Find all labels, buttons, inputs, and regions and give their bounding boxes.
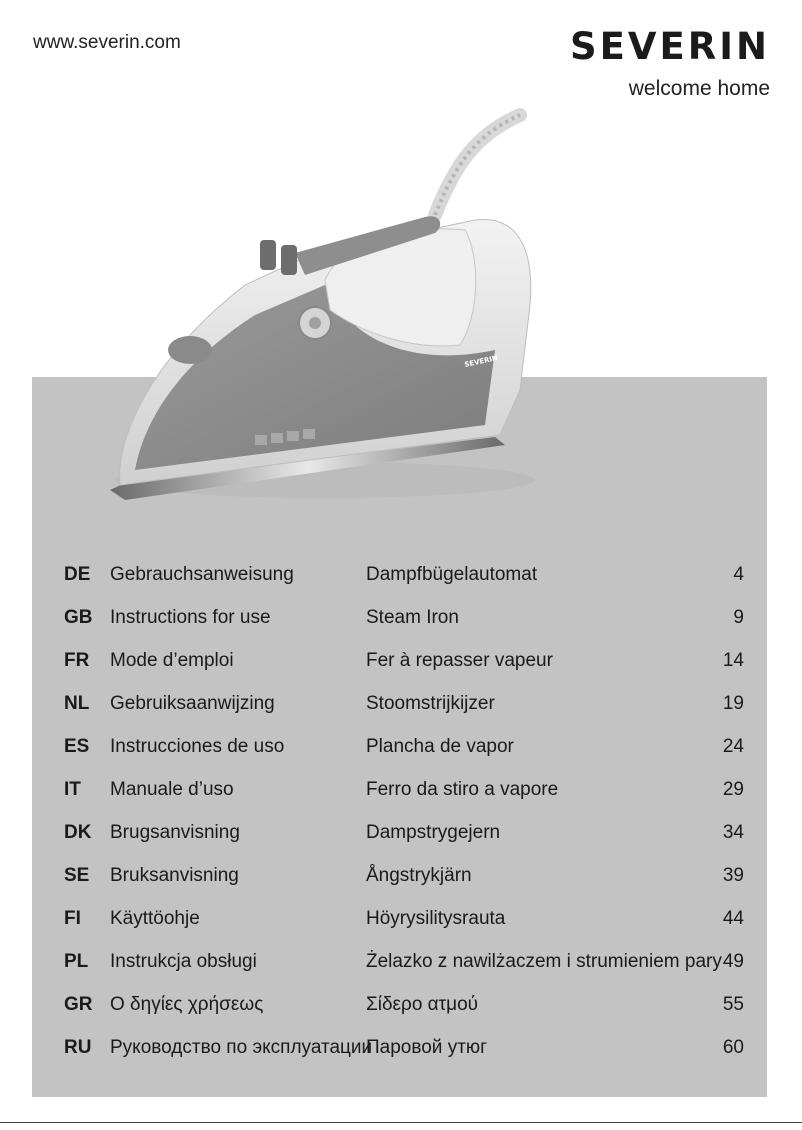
manual-title: Instrukcja obsługi (110, 951, 257, 972)
language-row-nl (64, 687, 744, 730)
page-number: 55 (722, 994, 744, 1015)
language-code: IT (64, 779, 81, 800)
language-row-dk (64, 816, 744, 859)
product-name: Stoomstrijkijzer (366, 693, 495, 714)
website-url: www.severin.com (33, 32, 181, 53)
product-name: Паровой утюг (366, 1037, 488, 1058)
language-row-se (64, 859, 744, 902)
manual-title: Gebrauchsanweisung (110, 564, 294, 585)
product-name: Ångstrykjärn (366, 865, 472, 886)
product-name: Dampfbügelautomat (366, 564, 538, 585)
page-number: 14 (722, 650, 744, 671)
language-code: RU (64, 1037, 92, 1058)
page-number: 19 (722, 693, 744, 714)
brand-tagline: welcome home (628, 77, 770, 100)
language-row-fr (64, 644, 744, 687)
product-name: Żelazko z nawilżaczem i strumieniem pary (366, 951, 722, 972)
page-number: 49 (722, 951, 744, 972)
language-code: ES (64, 736, 90, 757)
language-code: FR (64, 650, 90, 671)
language-code: DE (64, 564, 91, 585)
language-index (64, 558, 744, 1074)
language-row-pl (64, 945, 744, 988)
product-name: Σίδερο ατμού (366, 994, 479, 1015)
page-number: 34 (722, 822, 744, 843)
manual-title: Mode d’emploi (110, 650, 234, 671)
language-row-fi (64, 902, 744, 945)
product-name: Höyrysilitysrauta (366, 908, 506, 929)
manual-title: Bruksanvisning (110, 865, 239, 886)
product-name: Steam Iron (366, 607, 459, 628)
language-code: DK (64, 822, 92, 843)
brand-block (569, 25, 770, 101)
manual-title: Brugsanvisning (110, 822, 240, 843)
manual-title: Руководство по эксплуатации (110, 1037, 373, 1058)
manual-title: Ο δηγίες χρήσεως (110, 994, 264, 1015)
page-number: 4 (733, 564, 744, 585)
product-name: Ferro da stiro a vapore (366, 779, 559, 800)
language-row-gb (64, 601, 744, 644)
language-row-es (64, 730, 744, 773)
language-code: SE (64, 865, 90, 886)
page-number: 24 (722, 736, 744, 757)
language-row-de (64, 558, 744, 601)
language-row-it (64, 773, 744, 816)
page-number: 9 (733, 607, 744, 628)
page-number: 60 (722, 1037, 744, 1058)
manual-title: Instructions for use (110, 607, 271, 628)
manual-title: Instrucciones de uso (110, 736, 285, 757)
language-code: FI (64, 908, 81, 929)
manual-title: Käyttöohje (110, 908, 200, 929)
iron-brand-text: SEVERIN (463, 354, 499, 369)
brand-logo: SEVERIN (569, 25, 770, 68)
product-name: Plancha de vapor (366, 736, 514, 757)
bottom-divider (0, 1122, 802, 1123)
language-code: GR (64, 994, 93, 1015)
steam-iron-image (95, 105, 545, 515)
product-name: Fer à repasser vapeur (366, 650, 553, 671)
language-code: PL (64, 951, 89, 972)
language-row-gr (64, 988, 744, 1031)
manual-title: Manuale d’uso (110, 779, 234, 800)
product-name: Dampstrygejern (366, 822, 501, 843)
language-code: GB (64, 607, 93, 628)
page-number: 29 (722, 779, 744, 800)
page-number: 39 (722, 865, 744, 886)
manual-title: Gebruiksaanwijzing (110, 693, 275, 714)
language-code: NL (64, 693, 90, 714)
page-number: 44 (722, 908, 744, 929)
language-row-ru (64, 1031, 744, 1074)
